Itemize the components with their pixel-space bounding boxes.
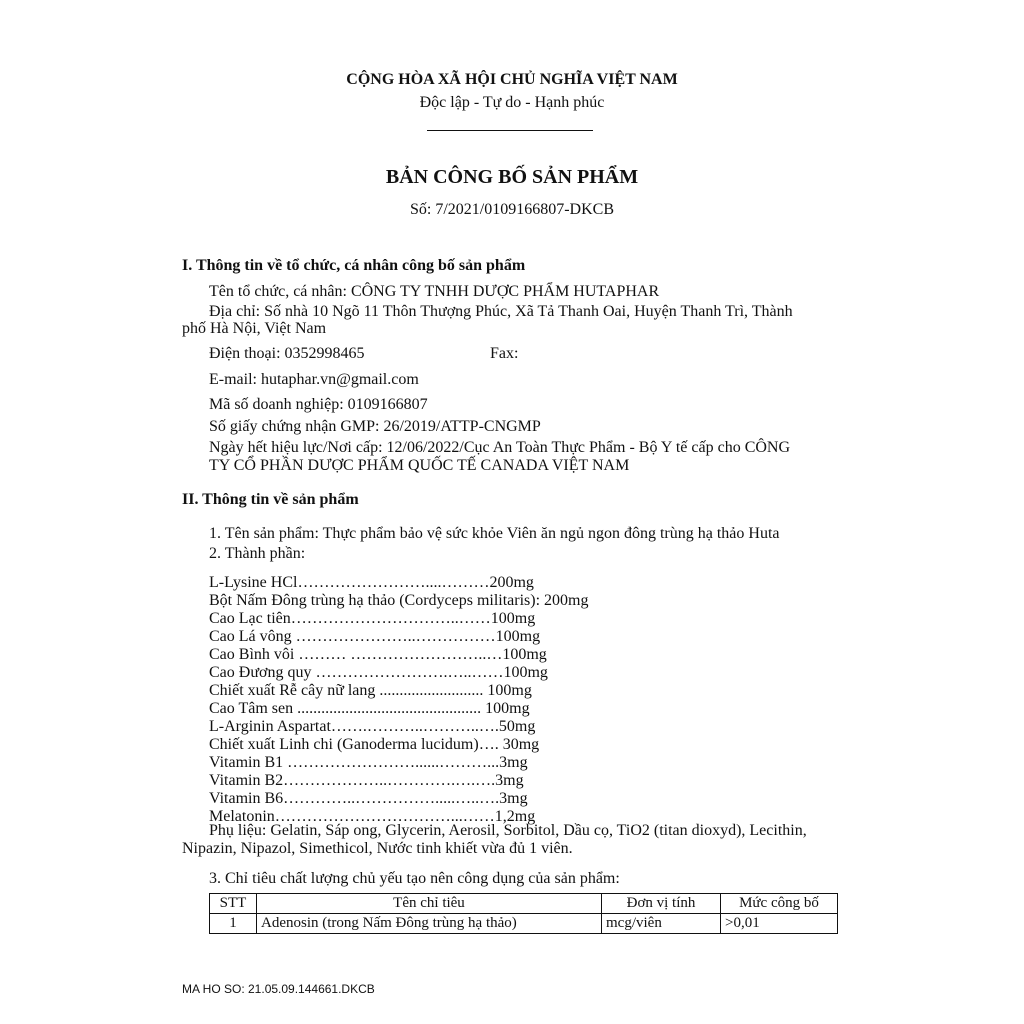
org-name: Tên tổ chức, cá nhân: CÔNG TY TNHH DƯỢC PHẨM HUTAPHAR [209,283,660,300]
ingredient-item: L-Lysine HCl……………………....………200mg [209,574,534,591]
table-header-name: Tên chỉ tiêu [257,894,602,914]
ingredient-item: Vitamin B1 ……………………......………...3mg [209,754,528,771]
ingredient-item: Cao Lá vông …………………..……………100mg [209,628,541,645]
file-code-footer: MA HO SO: 21.05.09.144661.DKCB [182,982,375,996]
table-row [210,914,838,934]
table-header-level: Mức công bố [721,894,838,914]
fax: Fax: [490,345,519,362]
table-cell-unit: mcg/viên [602,914,721,934]
table-header-row [210,894,838,914]
table-cell-name: Adenosin (trong Nấm Đông trùng hạ thảo) [257,914,602,934]
quality-table [209,893,838,934]
ingredient-item: Cao Bình vôi ……… ……………………..…100mg [209,646,547,663]
address-line2: phố Hà Nội, Việt Nam [182,320,327,337]
ingredient-item: Melatonin……………………………...……1,2mg [209,808,536,825]
table-header-stt: STT [210,894,257,914]
motto: Độc lập - Tự do - Hạnh phúc [419,94,605,111]
ingredient-list [209,574,589,826]
business-code: Mã số doanh nghiệp: 0109166807 [209,396,428,413]
validity-line1: Ngày hết hiệu lực/Nơi cấp: 12/06/2022/Cục An Toàn Thực Phẩm - Bộ Y tế cấp cho CÔNG [209,439,791,456]
composition-label: 2. Thành phần: [209,545,306,562]
ingredient-item: L-Arginin Aspartat…….………..………..….50mg [209,718,536,735]
quality-label: 3. Chỉ tiêu chất lượng chủ yếu tạo nên công dụng của sản phẩm: [209,870,620,887]
ingredient-item: Cao Tâm sen .............................................. 100mg [209,700,530,717]
table-header-unit: Đơn vị tính [602,894,721,914]
country-header: CỘNG HÒA XÃ HỘI CHỦ NGHĨA VIỆT NAM [346,71,678,88]
table-cell-level: >0,01 [721,914,838,934]
ingredient-item: Vitamin B6…………..…………….....…..….3mg [209,790,528,807]
section1-heading: I. Thông tin về tổ chức, cá nhân công bố sản phẩm [182,257,526,274]
ingredient-item: Chiết xuất Rễ cây nữ lang .......................... 100mg [209,682,532,699]
ingredient-item: Vitamin B2………………..………….….….3mg [209,772,524,789]
validity-line2: TY CỔ PHẦN DƯỢC PHẨM QUỐC TẾ CANADA VIỆT NAM [209,457,630,474]
email: E-mail: hutaphar.vn@gmail.com [209,371,419,388]
product-name: 1. Tên sản phẩm: Thực phẩm bảo vệ sức khỏe Viên ăn ngủ ngon đông trùng hạ thảo Huta [209,525,780,542]
excipients-line2: Nipazin, Nipazol, Simethicol, Nước tinh khiết vừa đủ 1 viên. [182,840,573,857]
phone: Điện thoại: 0352998465 [209,345,365,362]
header-divider [427,130,593,131]
section2-heading: II. Thông tin về sản phẩm [182,491,359,508]
ingredient-item: Cao Đương quy …………………….…..……100mg [209,664,548,681]
table-cell-stt: 1 [210,914,257,934]
document-number: Số: 7/2021/0109166807-DKCB [409,201,614,218]
gmp-certificate: Số giấy chứng nhận GMP: 26/2019/ATTP-CNGMP [209,418,541,435]
address-line1: Địa chỉ: Số nhà 10 Ngõ 11 Thôn Thượng Phúc, Xã Tả Thanh Oai, Huyện Thanh Trì, Thành [209,303,793,320]
ingredient-item: Bột Nấm Đông trùng hạ thảo (Cordyceps militaris): 200mg [209,592,589,609]
document-title: BẢN CÔNG BỐ SẢN PHẨM [385,166,639,188]
excipients-line1: Phụ liệu: Gelatin, Sáp ong, Glycerin, Aerosil, Sorbitol, Dầu cọ, TiO2 (titan dioxyd), Lecithin, [209,822,807,839]
ingredient-item: Chiết xuất Linh chi (Ganoderma lucidum)…. 30mg [209,736,540,753]
ingredient-item: Cao Lạc tiên…………………………..……100mg [209,610,536,627]
